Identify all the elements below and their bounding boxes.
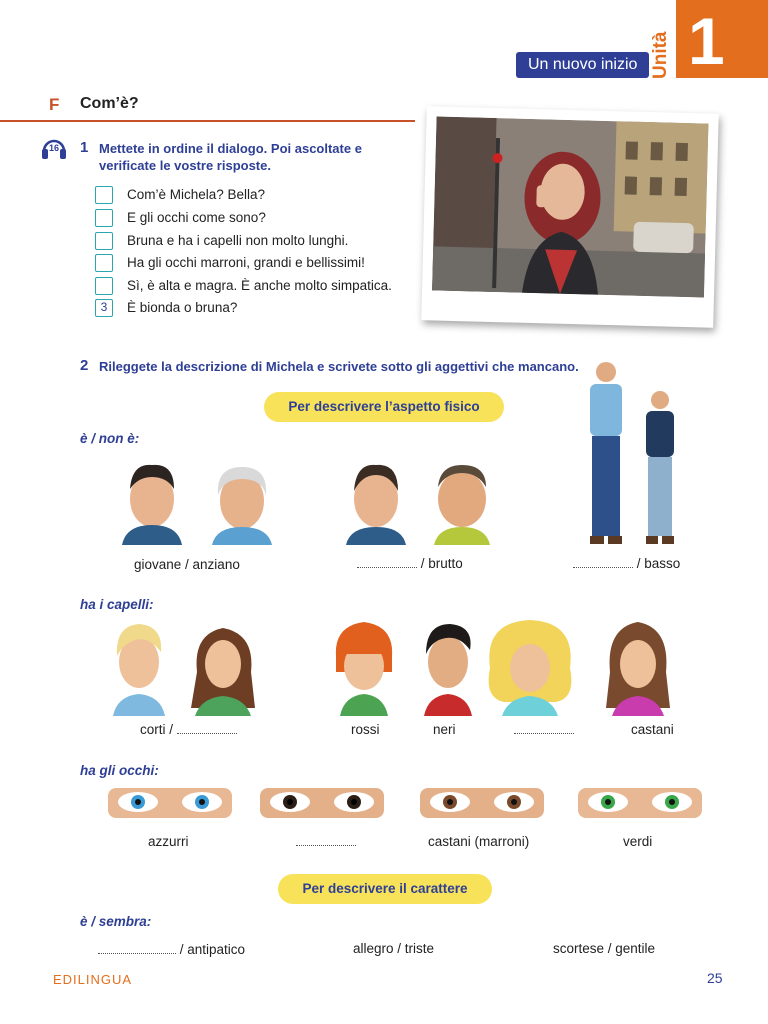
dialogue-line xyxy=(95,299,425,317)
exercise-1-number: 1 xyxy=(80,139,89,156)
character-heading: Per descrivere il carattere xyxy=(278,874,492,904)
order-box[interactable] xyxy=(95,232,113,250)
dialogue-line xyxy=(95,232,425,250)
eyes-label: ha gli occhi: xyxy=(80,763,159,778)
caption-blue-eyes: azzurri xyxy=(148,834,189,849)
exercise-1-instruction-line2: verificate le vostre risposte. xyxy=(99,158,271,173)
blank-line[interactable] xyxy=(177,724,237,734)
dialogue-line xyxy=(95,209,425,227)
face-young-old-illustration xyxy=(112,455,282,545)
caption-short xyxy=(573,556,680,571)
dialogue-text: Bruna e ha i capelli non molto lunghi. xyxy=(127,233,349,248)
order-box[interactable] xyxy=(95,186,113,204)
track-number: 16 xyxy=(48,143,60,153)
dialogue-text: E gli occhi come sono? xyxy=(127,210,266,225)
publisher-logo: EDILINGUA xyxy=(53,972,133,987)
blank-line[interactable] xyxy=(98,944,176,954)
physical-heading: Per descrivere l’aspetto fisico xyxy=(264,392,504,422)
caption-ugly-text: / brutto xyxy=(420,556,463,571)
dialogue-line xyxy=(95,186,425,204)
unit-word: Unità xyxy=(650,31,671,79)
section-title: Com’è? xyxy=(80,95,139,112)
character-label: è / sembra: xyxy=(80,914,152,929)
dialogue-text: Ha gli occhi marroni, grandi e bellissimi! xyxy=(127,255,365,270)
caption-brown-hair: castani xyxy=(631,722,674,737)
caption-green-eyes: verdi xyxy=(623,834,653,849)
order-box[interactable]: 3 xyxy=(95,299,113,317)
unit-number: 1 xyxy=(688,4,725,78)
order-box[interactable] xyxy=(95,277,113,295)
caption-unpleasant xyxy=(98,942,245,957)
hair-label: ha i capelli: xyxy=(80,597,154,612)
caption-cheerful-sad: allegro / triste xyxy=(353,941,435,956)
caption-blank-hair xyxy=(514,722,574,737)
page-number: 25 xyxy=(707,970,723,986)
dialogue-text: È bionda o bruna? xyxy=(127,300,238,315)
face-handsome-ugly-illustration xyxy=(340,455,500,545)
short-long-hair-illustration xyxy=(105,612,275,716)
section-letter: F xyxy=(49,95,60,114)
caption-blank-eyes xyxy=(296,834,356,849)
caption-rude-kind: scortese / gentile xyxy=(553,941,656,956)
blank-line[interactable] xyxy=(296,836,356,846)
dialogue-line xyxy=(95,277,425,295)
caption-ugly xyxy=(357,556,463,571)
caption-short-hair-text: corti / xyxy=(140,722,174,737)
blank-line[interactable] xyxy=(573,558,633,568)
blank-line[interactable] xyxy=(357,558,417,568)
photo-woman-on-phone xyxy=(421,106,719,328)
exercise-1-instruction-line1: Mettete in ordine il dialogo. Poi ascoltate e xyxy=(99,141,362,156)
caption-brown-eyes: castani (marroni) xyxy=(428,834,530,849)
blank-line[interactable] xyxy=(514,724,574,734)
dialogue-line xyxy=(95,254,425,272)
headphones-icon[interactable] xyxy=(39,133,69,163)
exercise-2-number: 2 xyxy=(80,357,89,374)
caption-unpleasant-text: / antipatico xyxy=(179,942,246,957)
caption-short-text: / basso xyxy=(636,556,681,571)
order-box[interactable] xyxy=(95,209,113,227)
tall-short-men-illustration xyxy=(576,360,690,546)
dialogue-text: Sì, è alta e magra. È anche molto simpatica. xyxy=(127,278,392,293)
caption-red-hair: rossi xyxy=(351,722,380,737)
dialogue-text: Com’è Michela? Bella? xyxy=(127,187,266,202)
caption-short-hair xyxy=(140,722,237,737)
exercise-2-instruction: Rileggete la descrizione di Michela e scrivete sotto gli aggettivi che mancano. xyxy=(99,359,579,374)
caption-black-hair: neri xyxy=(433,722,456,737)
is-label: è / non è: xyxy=(80,431,140,446)
hair-colors-illustration xyxy=(330,612,710,716)
section-divider xyxy=(0,120,415,122)
unit-title: Un nuovo inizio xyxy=(516,52,649,78)
caption-young-old: giovane / anziano xyxy=(134,557,240,572)
street-photo xyxy=(432,116,708,297)
eyes-illustration xyxy=(108,782,708,822)
order-box[interactable] xyxy=(95,254,113,272)
